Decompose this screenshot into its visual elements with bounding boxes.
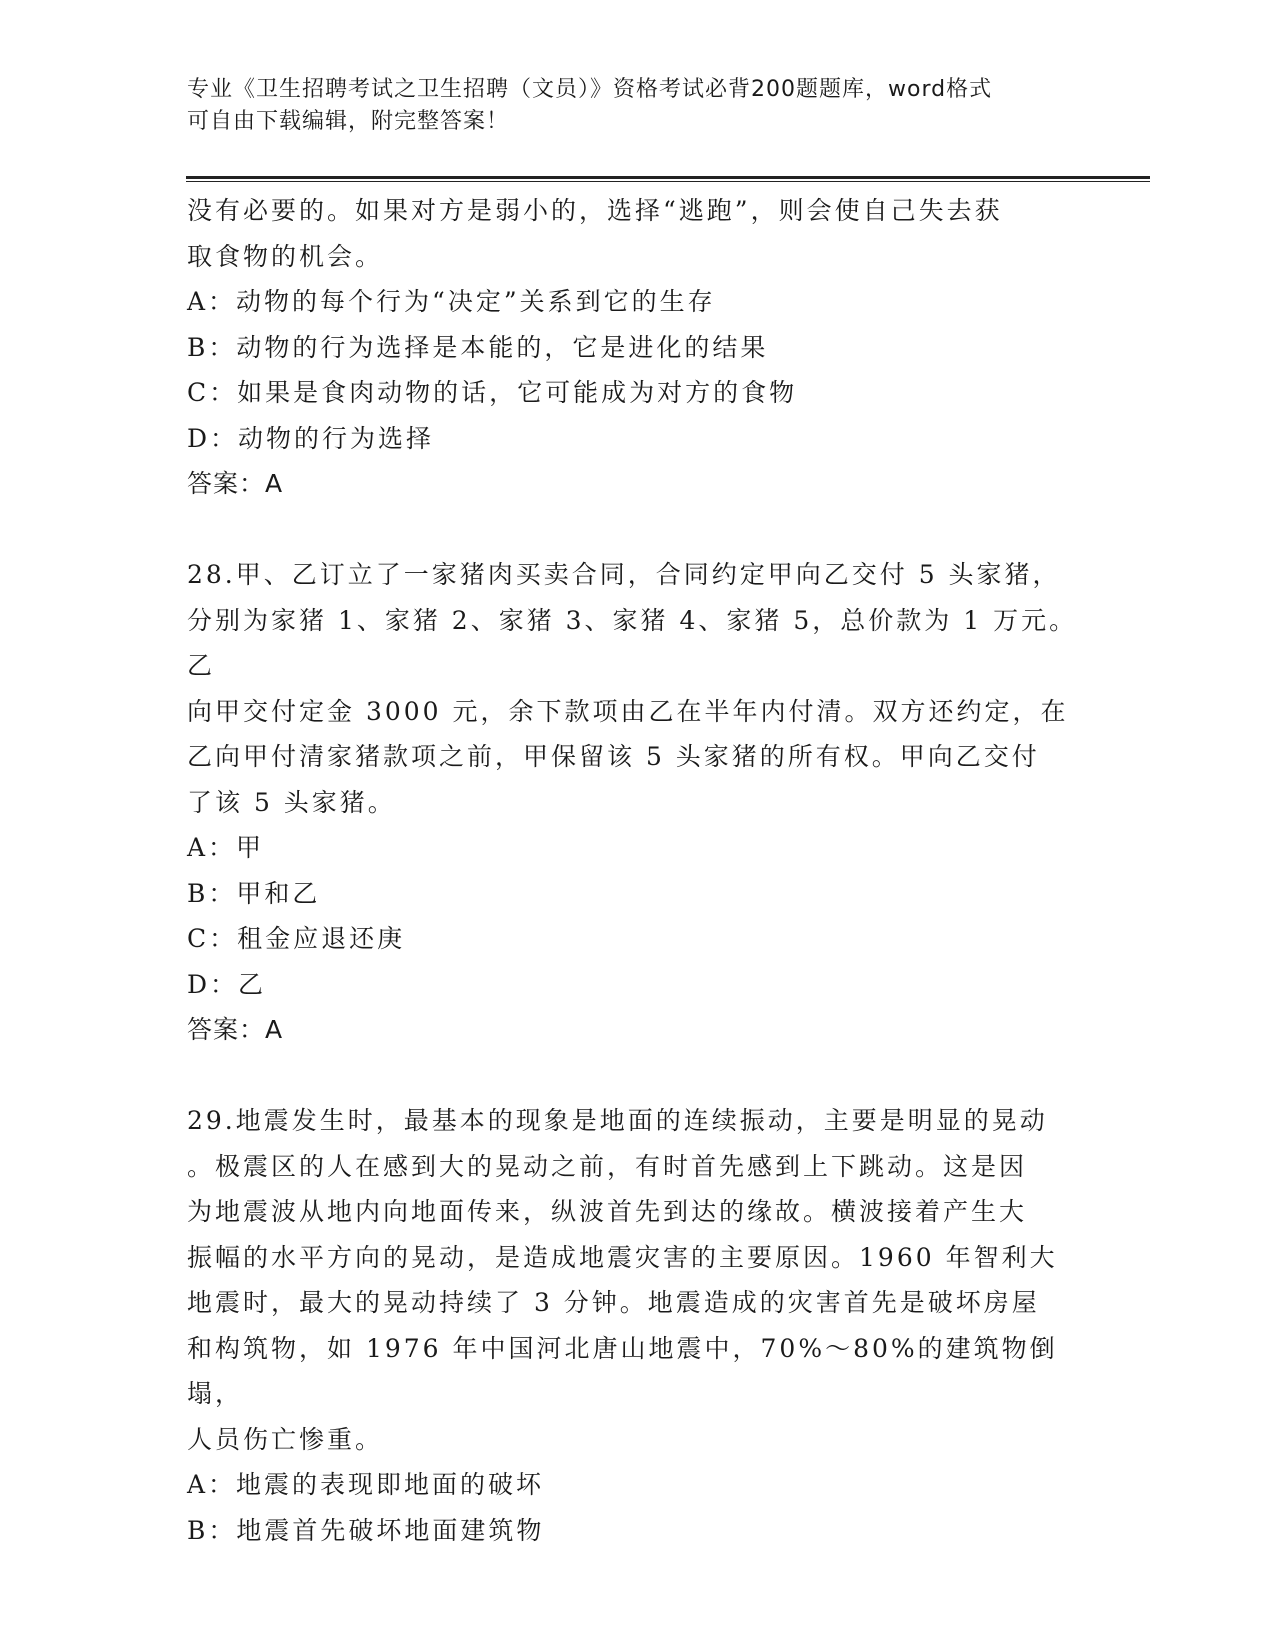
question-text-line: 为地震波从地内向地面传来，纵波首先到达的缘故。横波接着产生大: [187, 1197, 1028, 1226]
option-c: C：租金应退还庚: [187, 924, 406, 953]
header-line-1: 专业《卫生招聘考试之卫生招聘（文员）》资格考试必背200题题库，word格式: [187, 77, 993, 102]
header-rule-thick: [186, 176, 1150, 179]
header-rule-thin: [186, 181, 1150, 182]
document-body: [187, 188, 1087, 1553]
question-text-line: 了该 5 头家猪。: [187, 787, 396, 817]
option-a: A：甲: [187, 833, 265, 862]
option-b: B：甲和乙: [187, 878, 321, 908]
question-text-line: 28.甲、乙订立了一家猪肉买卖合同，合同约定甲向乙交付 5 头家猪，: [187, 560, 1061, 589]
question-27-continuation: [187, 188, 1087, 507]
option-b: B：动物的行为选择是本能的，它是进化的结果: [187, 332, 769, 362]
header-line-2: 可自由下载编辑，附完整答案！: [187, 109, 510, 134]
question-29: [187, 1098, 1087, 1553]
question-text-line: 振幅的水平方向的晃动，是造成地震灾害的主要原因。1960 年智利大: [187, 1242, 1058, 1272]
question-text-line: 人员伤亡惨重。: [187, 1424, 384, 1454]
question-text-line: 向甲交付定金 3000 元，余下款项由乙在半年内付清。双方还约定，在: [187, 696, 1069, 726]
option-d: D：乙: [187, 969, 267, 999]
option-a: A：动物的每个行为“决定”关系到它的生存: [187, 287, 716, 316]
page-header: [187, 74, 1067, 138]
question-text-line: 分别为家猪 1、家猪 2、家猪 3、家猪 4、家猪 5，总价款为 1 万元。乙: [187, 605, 1078, 680]
option-c: C：如果是食肉动物的话，它可能成为对方的食物: [187, 378, 798, 407]
question-text-line: 取食物的机会。: [187, 241, 384, 271]
question-28: [187, 552, 1087, 1053]
option-d: D：动物的行为选择: [187, 423, 435, 453]
spacer: [187, 1053, 1087, 1099]
answer-label: 答案：A: [187, 469, 284, 498]
option-a: A：地震的表现即地面的破坏: [187, 1470, 545, 1499]
question-text-line: 地震时，最大的晃动持续了 3 分钟。地震造成的灾害首先是破坏房屋: [187, 1288, 1040, 1317]
question-text-line: 没有必要的。如果对方是弱小的，选择“逃跑”，则会使自己失去获: [187, 196, 1003, 225]
question-text-line: 29.地震发生时，最基本的现象是地面的连续振动，主要是明显的晃动: [187, 1106, 1048, 1135]
option-b: B：地震首先破坏地面建筑物: [187, 1515, 545, 1545]
answer-label: 答案：A: [187, 1015, 284, 1044]
question-text-line: 乙向甲付清家猪款项之前，甲保留该 5 头家猪的所有权。甲向乙交付: [187, 742, 1040, 771]
question-text-line: 。极震区的人在感到大的晃动之前，有时首先感到上下跳动。这是因: [187, 1151, 1028, 1181]
spacer: [187, 507, 1087, 553]
question-text-line: 和构筑物，如 1976 年中国河北唐山地震中，70%～80%的建筑物倒塌，: [187, 1333, 1058, 1408]
